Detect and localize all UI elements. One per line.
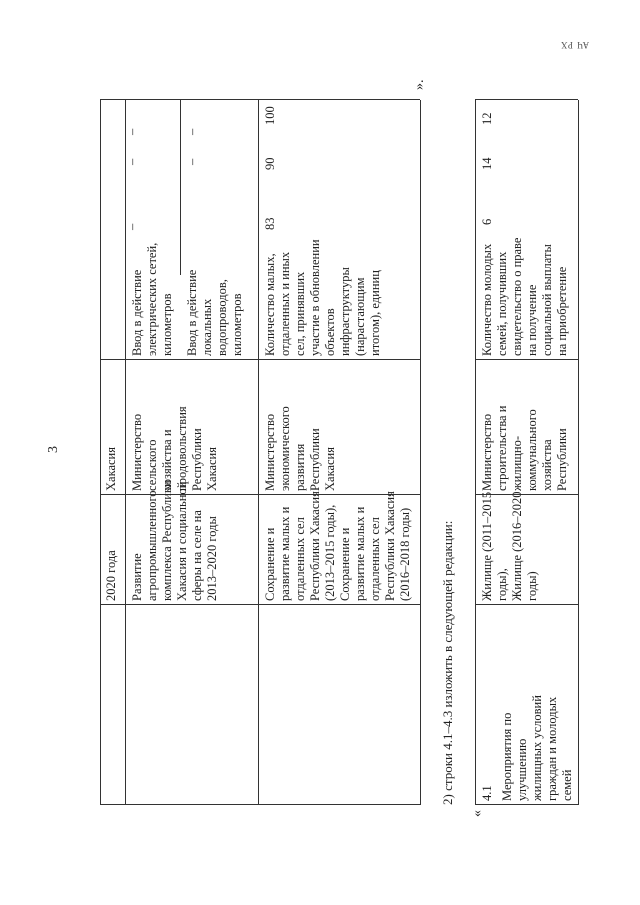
corner-code: АЧ РХ <box>560 40 590 50</box>
header-year: 2020 года <box>104 550 118 601</box>
value-families-3: 12 <box>480 112 494 125</box>
value-villages-1: 83 <box>263 217 277 230</box>
activity-agro: Развитие агропромышленного комплекса Республики Хакасия и социальной сферы на селе на 2013–2020 годы <box>130 480 219 601</box>
indicator-water-pipes: Ввод в действие локальных водопроводов, километров <box>185 269 244 356</box>
program-housing: Жилище (2011–2015 годы), Жилище (2016–2020 годы) <box>480 491 539 601</box>
closing-quote: ». <box>412 79 427 90</box>
indicator-young-families: Количество молодых семей, получивших свидетельство о праве на получение социальной выплаты на приобретение <box>480 237 569 356</box>
executor-agriculture: Министерство сельского хозяйства и продовольствия Республики Хакасия <box>130 406 219 491</box>
value-families-2: 14 <box>480 157 494 170</box>
value-water-1: – <box>185 158 199 165</box>
value-families-1: 6 <box>480 218 494 225</box>
opening-quote: « <box>470 810 485 817</box>
value-electric-1: – <box>125 223 139 230</box>
indicator-electric-networks: Ввод в действие электрических сетей, километров <box>130 242 174 356</box>
indicator-small-villages: Количество малых, отдаленных и иных сел, принявших участие в обновлении объектов инфраструктуры (нарастающим итогом), единиц <box>263 239 382 356</box>
executor-economy: Министерство экономического развития Республики Хакасия <box>263 406 337 491</box>
activity-small-villages: Сохранение и развитие малых и отдаленных сел Республики Хакасия (2013–2015 годы), Сохранение и развитие малых и отдаленных сел Республики Хакасия (2016–2018 годы) <box>263 491 412 601</box>
value-water-2: – <box>185 128 199 135</box>
value-electric-3: – <box>125 128 139 135</box>
instruction-text: 2) строки 4.1–4.3 изложить в следующей редакции: <box>440 520 455 805</box>
value-villages-2: 90 <box>263 157 277 170</box>
measure-housing: Мероприятия по улучшению жилищных условий граждан и молодых семей <box>500 695 574 801</box>
executor-construction: Министерство строительства и жилищно- коммунального хозяйства Республики <box>480 405 569 491</box>
value-electric-2: – <box>125 158 139 165</box>
page-number: 3 <box>46 446 61 453</box>
value-villages-3: 100 <box>263 106 277 125</box>
header-region: Хакасия <box>104 447 118 491</box>
row-number: 4.1 <box>480 785 494 801</box>
